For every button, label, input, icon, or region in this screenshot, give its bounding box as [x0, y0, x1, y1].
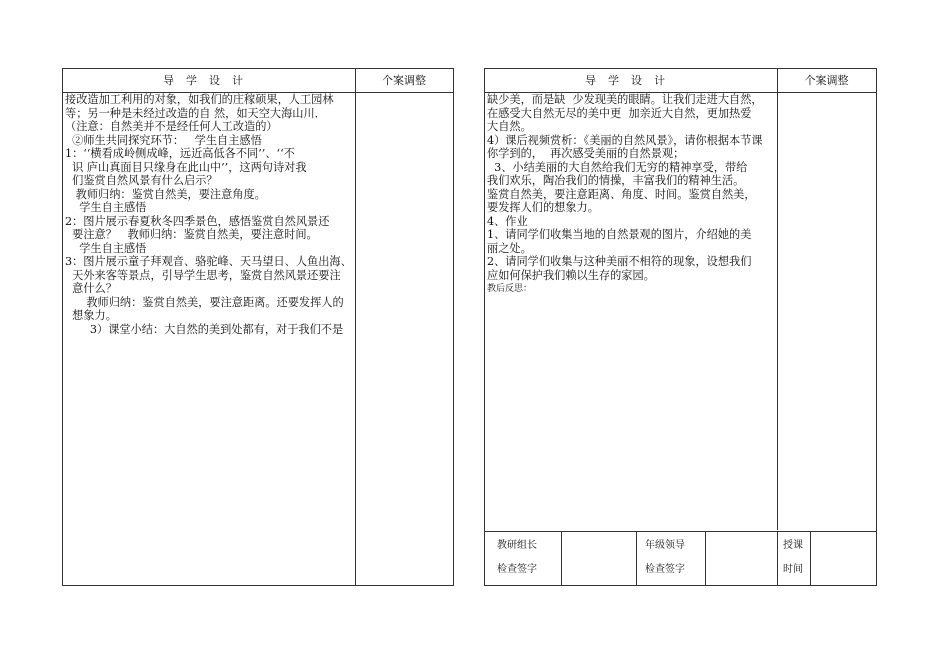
right-content-line: 3、小结美丽的大自然给我们无穷的精神享受，带给 [487, 160, 748, 174]
right-content-line: 大自然。 [487, 120, 532, 133]
right-content-line: 在感受大自然无尽的美中更 加亲近大自然，更加热爱 [487, 106, 752, 120]
left-content-line: 3）课堂小结：大自然的美到处都有，对于我们不是 [65, 322, 344, 336]
left-content-line: 1：‘‘横看成岭侧成峰，远近高低各不同’’、‘‘不 [65, 147, 295, 160]
left-content-line: 想象力。 [65, 309, 117, 322]
left-header-design-title: 导学设计 [163, 74, 255, 87]
footer-divider-2 [636, 532, 637, 585]
right-header-case-adjust: 个案调整 [804, 74, 849, 87]
right-content-line: 要发挥人们的想象力。 [487, 201, 599, 214]
left-content-line: 们鉴赏自然风景有什么启示？ [65, 174, 218, 187]
left-content-line: 2：图片展示春夏秋冬四季景色，感悟鉴赏自然风景还 [65, 214, 330, 228]
footer-divider-4 [777, 532, 778, 585]
left-content-line: 学生自主感悟 [65, 201, 147, 214]
footer-group-leader-line1: 教研组长 [497, 540, 537, 551]
footer-grade-leader-line2: 检查签字 [645, 564, 685, 575]
left-content-line: 教师归纳：鉴赏自然美，要注意角度。 [65, 187, 266, 201]
left-content-line: 意什么？ [65, 282, 117, 295]
left-content-line: 接改造加工利用的对象，如我们的庄稼硕果，人工园林 [65, 93, 334, 106]
left-content-line: 学生自主感悟 [65, 241, 147, 255]
left-lesson-table [62, 68, 454, 586]
right-content-line: 丽之处。 [487, 241, 532, 255]
footer-divider-1 [561, 532, 562, 585]
right-content-line: 2、请同学们收集与这种美丽不相符的现象，设想我们 [487, 255, 752, 268]
footer-divider-3 [705, 532, 706, 585]
left-content-line: 3：图片展示童子拜观音、骆驼峰、天马望日、人鱼出海、 [65, 255, 352, 268]
right-content-line: 缺少美，而是缺 少发现美的眼睛。让我们走进大自然， [487, 93, 763, 106]
left-content-line: ②师生共同探究环节： 学生自主感悟 [65, 133, 262, 147]
left-content-line: 天外来客等景点，引导学生思考，鉴赏自然风景还要注 [65, 268, 341, 282]
footer-divider-5 [810, 532, 811, 585]
left-content-line: 等；另一种是未经过改造的自 然，如天空大海山川． [65, 106, 326, 120]
right-content-line: 1、请同学们收集当地的自然景观的图片，介绍她的美 [487, 228, 752, 241]
teaching-reflection-label: 教后反思： [487, 284, 533, 294]
left-content-line: （注意：自然美并不是经任何人工改造的） [65, 120, 278, 133]
right-content-line: 4）课后视频赏析：《美丽的自然风景》，请你根据本节课 [487, 133, 763, 147]
left-column-divider [355, 69, 356, 585]
left-table-header [63, 69, 453, 93]
footer-grade-leader-line1: 年级领导 [645, 540, 685, 551]
left-content-body [65, 93, 355, 336]
left-header-case-adjust: 个案调整 [382, 74, 426, 87]
right-content-line: 鉴赏自然美，要注意距离、角度、时间。鉴赏自然美， [487, 187, 756, 201]
footer-class-time-line1: 授课 [783, 540, 803, 551]
left-content-line: 要注意？ 教师归纳：鉴赏自然美，要注意时间。 [65, 228, 318, 241]
right-header-design-title: 导学设计 [585, 74, 677, 87]
right-lesson-table [484, 68, 877, 586]
left-content-line: 教师归纳：鉴赏自然美，要注意距离。还要发挥人的 [65, 295, 344, 309]
left-content-line: 识 庐山真面目只缘身在此山中’’，这两句诗对我 [65, 160, 307, 174]
right-content-line: 你学到的， 再次感受美丽的自然景观； [487, 147, 685, 160]
footer-group-leader-line2: 检查签字 [497, 564, 537, 575]
signature-footer [485, 531, 876, 585]
right-content-line: 应如何保护我们赖以生存的家园。 [487, 268, 655, 282]
right-content-line: 4、作业 [487, 214, 528, 228]
right-content-line: 我们欢乐，陶冶我们的情操，丰富我们的精神生活。 [487, 174, 745, 187]
right-table-header [485, 69, 876, 93]
right-content-body [487, 93, 777, 296]
footer-class-time-line2: 时间 [783, 564, 803, 575]
right-column-divider [777, 69, 778, 530]
